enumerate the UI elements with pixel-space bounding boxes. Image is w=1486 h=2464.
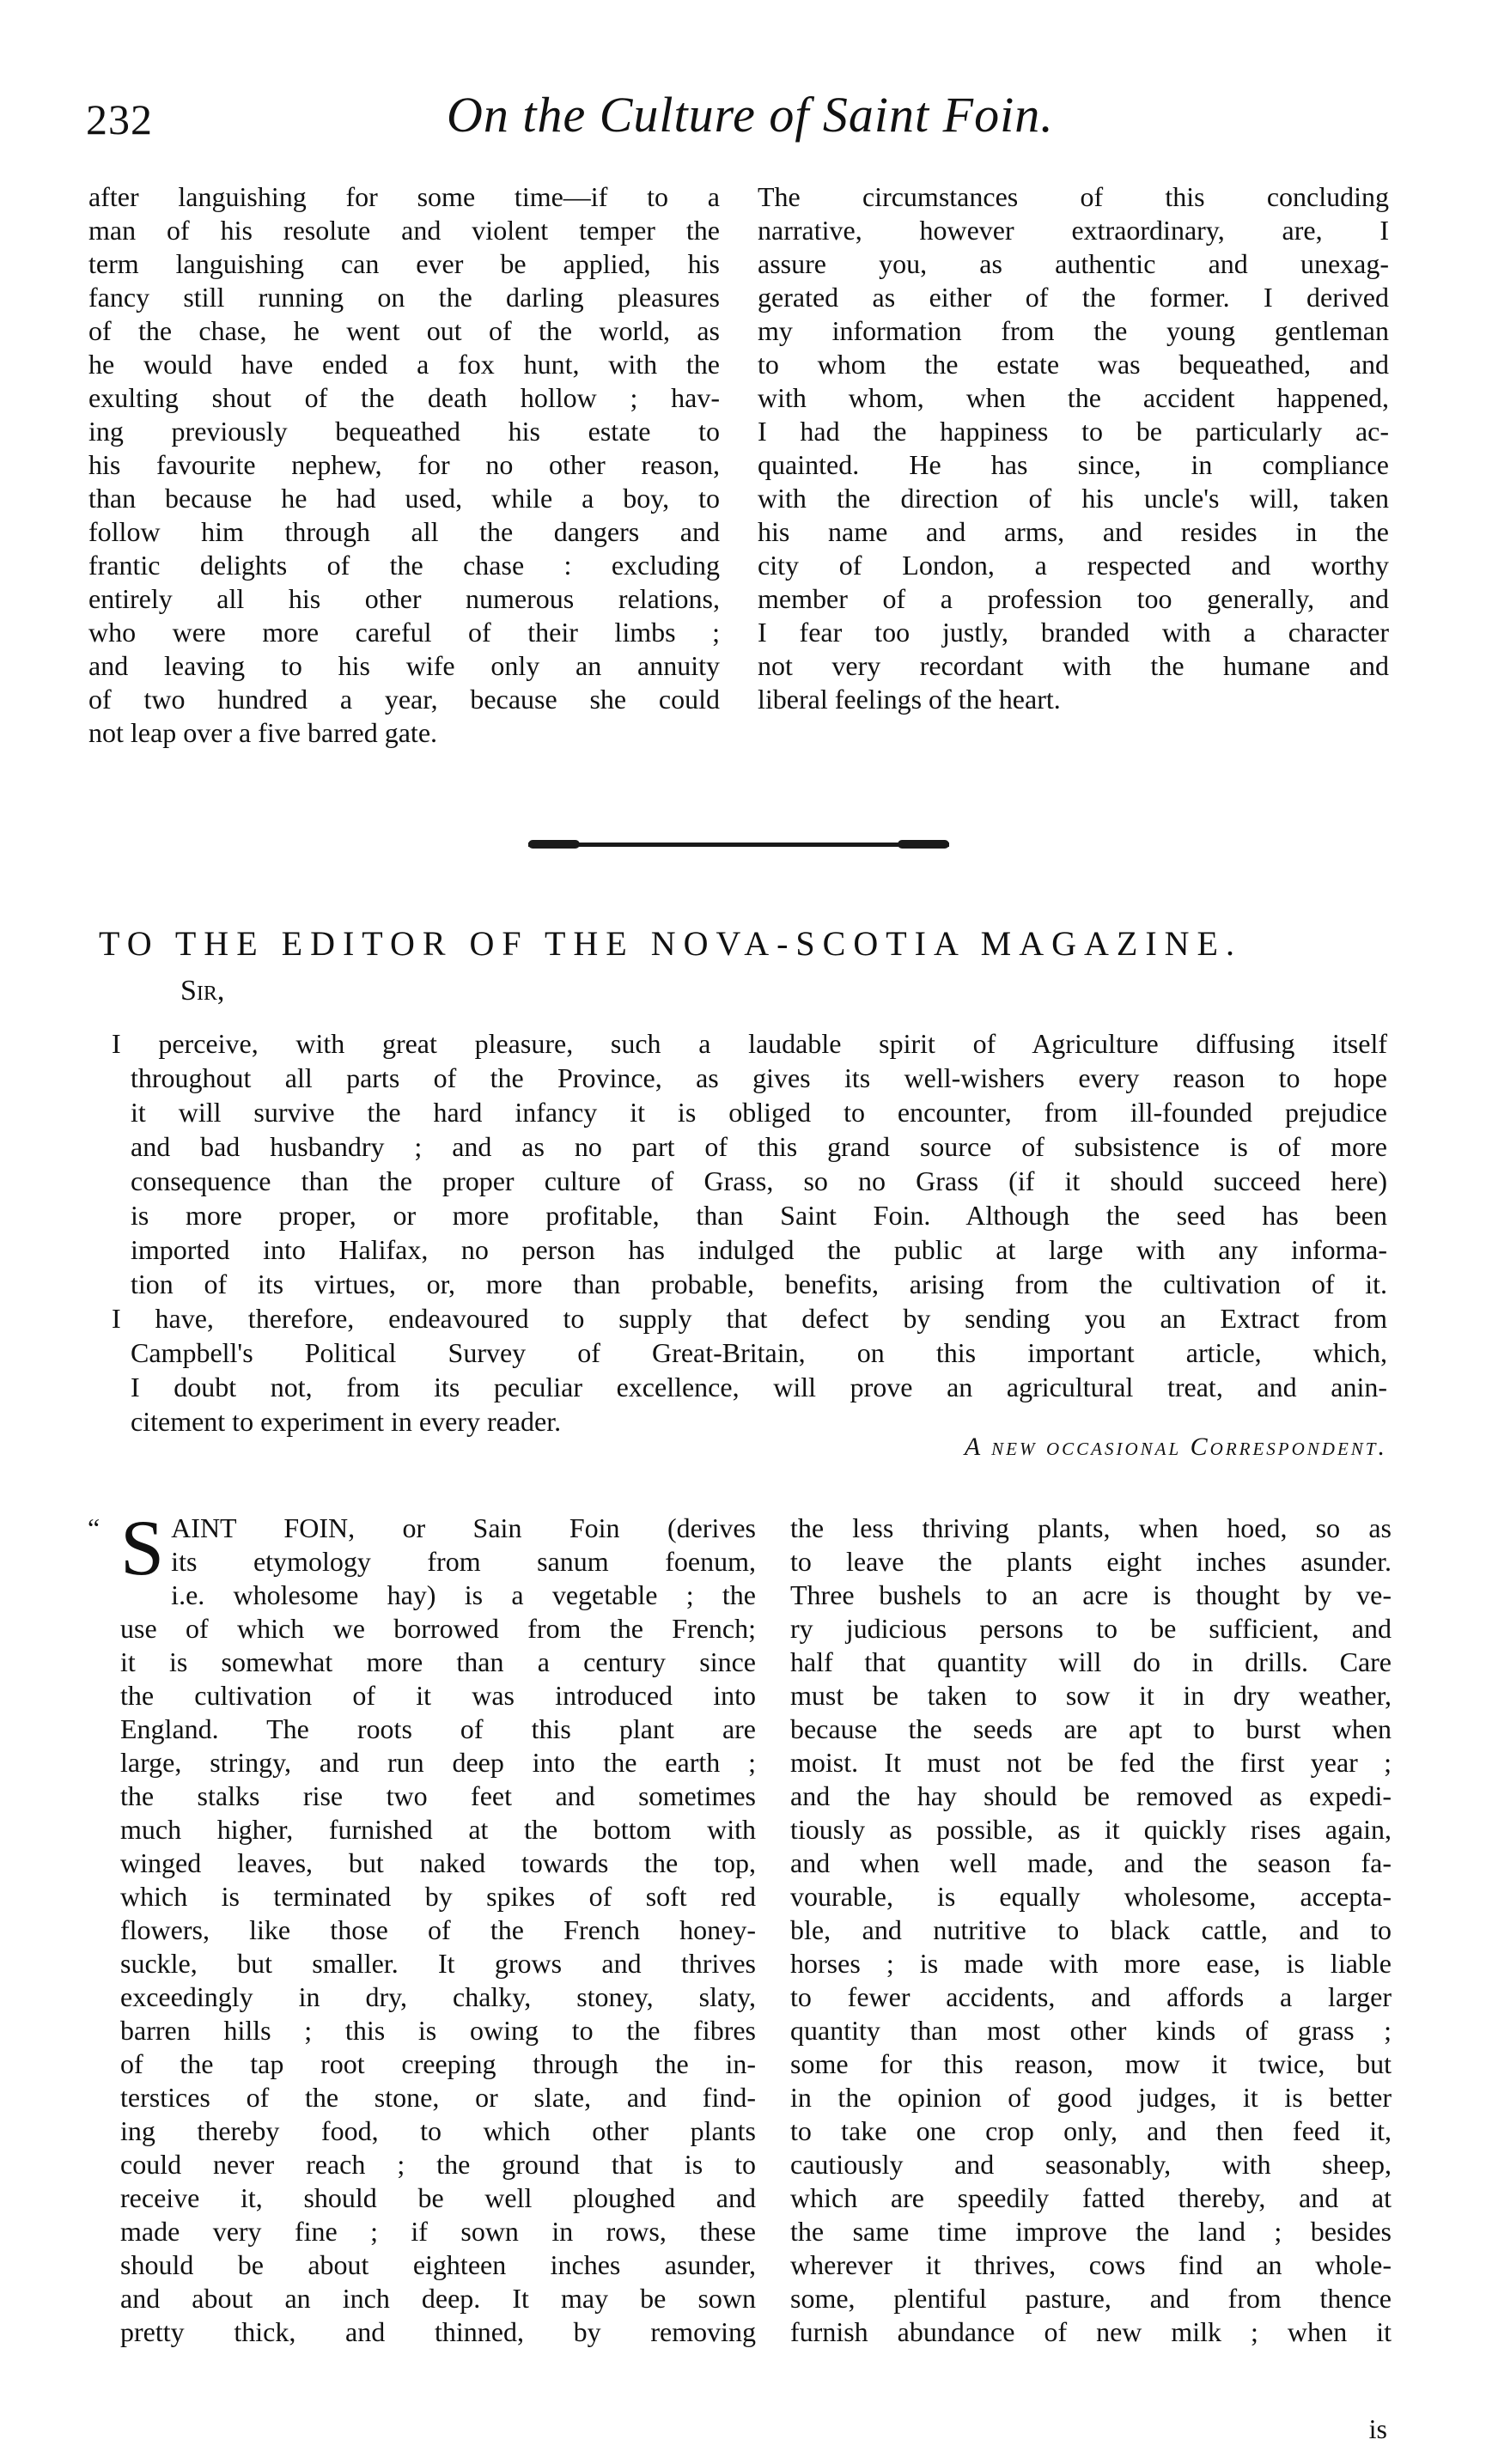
letter-body <box>112 1026 1387 1439</box>
text-line: pretty thick, and thinned, by removing <box>120 2316 756 2347</box>
text-line: man of his resolute and violent temper the <box>88 215 720 246</box>
text-line: should be about eighteen inches asunder, <box>120 2249 756 2280</box>
letter-line: tion of its virtues, or, more than probable, benefits, arising from the cultivation of it. <box>131 1269 1387 1299</box>
text-line: wherever it thrives, cows find an whole- <box>790 2249 1392 2280</box>
letter-line: imported into Halifax, no person has indulged the public at large with any informa- <box>131 1234 1387 1265</box>
text-line: I had the happiness to be particularly ac- <box>758 416 1389 447</box>
text-line: horses ; is made with more ease, is liable <box>790 1948 1392 1979</box>
text-line: quantity than most other kinds of grass ; <box>790 2015 1392 2046</box>
text-line: ing thereby food, to which other plants <box>120 2115 756 2146</box>
letter-heading: TO THE EDITOR OF THE NOVA-SCOTIA MAGAZINE. <box>99 924 1242 963</box>
text-line: not leap over a five barred gate. <box>88 717 438 748</box>
letter-line: I perceive, with great pleasure, such a laudable spirit of Agriculture diffusing itself <box>112 1028 1387 1059</box>
text-line: could never reach ; the ground that is to <box>120 2149 756 2180</box>
text-line: and leaving to his wife only an annuity <box>88 650 720 681</box>
text-line: the same time improve the land ; besides <box>790 2216 1392 2247</box>
text-line: which is terminated by spikes of soft red <box>120 1881 756 1912</box>
text-line: and about an inch deep. It may be sown <box>120 2283 756 2314</box>
text-line: with whom, when the accident happened, <box>758 382 1389 413</box>
running-head <box>86 86 1400 163</box>
top-left-column <box>88 180 720 750</box>
text-line: terstices of the stone, or slate, and find- <box>120 2082 756 2113</box>
text-line: gerated as either of the former. I derived <box>758 282 1389 313</box>
text-line: the less thriving plants, when hoed, so as <box>790 1512 1392 1543</box>
text-line: England. The roots of this plant are <box>120 1713 756 1744</box>
text-line: than because he had used, while a boy, to <box>88 483 720 514</box>
text-line: some for this reason, mow it twice, but <box>790 2048 1392 2079</box>
text-line: narrative, however extraordinary, are, I <box>758 215 1389 246</box>
open-quote: “ <box>88 1512 100 1543</box>
text-line: cautiously and seasonably, with sheep, <box>790 2149 1392 2180</box>
text-line: to whom the estate was bequeathed, and <box>758 349 1389 380</box>
text-line: ing previously bequeathed his estate to <box>88 416 720 447</box>
letter-line: and bad husbandry ; and as no part of this grand source of subsistence is of more <box>131 1131 1387 1162</box>
text-line: The circumstances of this concluding <box>758 181 1389 212</box>
text-line: moist. It must not be fed the first year ; <box>790 1747 1392 1778</box>
text-line: Three bushels to an acre is thought by ve- <box>790 1579 1392 1610</box>
top-right-column <box>758 180 1389 716</box>
letter-line: citement to experiment in every reader. <box>131 1406 562 1437</box>
text-line: city of London, a respected and worthy <box>758 550 1389 581</box>
text-line: quainted. He has since, in compliance <box>758 449 1389 480</box>
text-line: must be taken to sow it in dry weather, <box>790 1680 1392 1711</box>
text-line: of the tap root creeping through the in- <box>120 2048 756 2079</box>
text-line: his favourite nephew, for no other reason, <box>88 449 720 480</box>
text-line: his name and arms, and resides in the <box>758 516 1389 547</box>
text-line: some, plentiful pasture, and from thence <box>790 2283 1392 2314</box>
text-line: exceedingly in dry, chalky, stoney, slaty, <box>120 1981 756 2012</box>
text-line: to take one crop only, and then feed it, <box>790 2115 1392 2146</box>
text-line: it is somewhat more than a century since <box>120 1646 756 1677</box>
signature: A new occasional Correspondent. <box>964 1433 1387 1461</box>
text-line: who were more careful of their limbs ; <box>88 617 720 648</box>
text-line: my information from the young gentleman <box>758 315 1389 346</box>
text-line: to fewer accidents, and affords a larger <box>790 1981 1392 2012</box>
letter-line: it will survive the hard infancy it is obliged to encounter, from ill-founded prejudice <box>131 1097 1387 1128</box>
text-line: assure you, as authentic and unexag- <box>758 248 1389 279</box>
text-line: after languishing for some time—if to a <box>88 181 720 212</box>
salutation: Sir, <box>180 975 225 1007</box>
text-line: flowers, like those of the French honey- <box>120 1914 756 1945</box>
text-line: barren hills ; this is owing to the fibres <box>120 2015 756 2046</box>
text-line: the cultivation of it was introduced into <box>120 1680 756 1711</box>
text-line: he would have ended a fox hunt, with the <box>88 349 720 380</box>
text-line: not very recordant with the humane and <box>758 650 1389 681</box>
letter-line: I have, therefore, endeavoured to supply that defect by sending you an Extract from <box>112 1303 1387 1334</box>
text-line: of the chase, he went out of the world, as <box>88 315 720 346</box>
text-line: to leave the plants eight inches asunder. <box>790 1546 1392 1577</box>
text-line: which are speedily fatted thereby, and at <box>790 2182 1392 2213</box>
text-line: use of which we borrowed from the French; <box>120 1613 756 1644</box>
text-line: in the opinion of good judges, it is better <box>790 2082 1392 2113</box>
letter-line: I doubt not, from its peculiar excellence, will prove an agricultural treat, and anin- <box>131 1372 1387 1402</box>
text-line: receive it, should be well ploughed and <box>120 2182 756 2213</box>
text-line: exulting shout of the death hollow ; hav- <box>88 382 720 413</box>
catchword: is <box>1368 2413 1387 2444</box>
text-line: AINT FOIN, or Sain Foin (derives <box>171 1512 756 1543</box>
text-line: because the seeds are apt to burst when <box>790 1713 1392 1744</box>
text-line: with the direction of his uncle's will, taken <box>758 483 1389 514</box>
text-line: furnish abundance of new milk ; when it <box>790 2316 1392 2347</box>
page-number: 232 <box>86 95 153 143</box>
letter-line: is more proper, or more profitable, than Saint Foin. Although the seed has been <box>131 1200 1387 1231</box>
letter-line: consequence than the proper culture of Grass, so no Grass (if it should succeed here) <box>131 1165 1387 1196</box>
text-line: made very fine ; if sown in rows, these <box>120 2216 756 2247</box>
text-line: term languishing can ever be applied, his <box>88 248 720 279</box>
text-line: and the hay should be removed as expedi- <box>790 1780 1392 1811</box>
extract-left-column <box>88 1504 756 2349</box>
text-line: liberal feelings of the heart. <box>758 684 1061 715</box>
text-line: half that quantity will do in drills. Care <box>790 1646 1392 1677</box>
letter-line: throughout all parts of the Province, as gives its well-wishers every reason to hope <box>131 1062 1387 1093</box>
text-line: of two hundred a year, because she could <box>88 684 720 715</box>
text-line: and when well made, and the season fa- <box>790 1847 1392 1878</box>
text-line: follow him through all the dangers and <box>88 516 720 547</box>
text-line: its etymology from sanum foenum, <box>171 1546 756 1577</box>
text-line: much higher, furnished at the bottom with <box>120 1814 756 1845</box>
running-title: On the Culture of Saint Foin. <box>447 87 1054 143</box>
text-line: winged leaves, but naked towards the top, <box>120 1847 756 1878</box>
extract-right-column <box>790 1512 1392 2349</box>
text-line: suckle, but smaller. It grows and thrives <box>120 1948 756 1979</box>
text-line: frantic delights of the chase : excluding <box>88 550 720 581</box>
text-line: member of a profession too generally, and <box>758 583 1389 614</box>
text-line: I fear too justly, branded with a character <box>758 617 1389 648</box>
ornamental-rule <box>528 840 949 849</box>
drop-cap: S <box>120 1504 165 1591</box>
text-line: fancy still running on the darling pleasures <box>88 282 720 313</box>
text-line: entirely all his other numerous relations, <box>88 583 720 614</box>
text-line: large, stringy, and run deep into the earth ; <box>120 1747 756 1778</box>
text-line: vourable, is equally wholesome, accepta- <box>790 1881 1392 1912</box>
text-line: the stalks rise two feet and sometimes <box>120 1780 756 1811</box>
letter-line: Campbell's Political Survey of Great-Britain, on this important article, which, <box>131 1337 1387 1368</box>
text-line: ry judicious persons to be sufficient, and <box>790 1613 1392 1644</box>
text-line: tiously as possible, as it quickly rises again, <box>790 1814 1392 1845</box>
text-line: i.e. wholesome hay) is a vegetable ; the <box>171 1579 756 1610</box>
text-line: ble, and nutritive to black cattle, and to <box>790 1914 1392 1945</box>
